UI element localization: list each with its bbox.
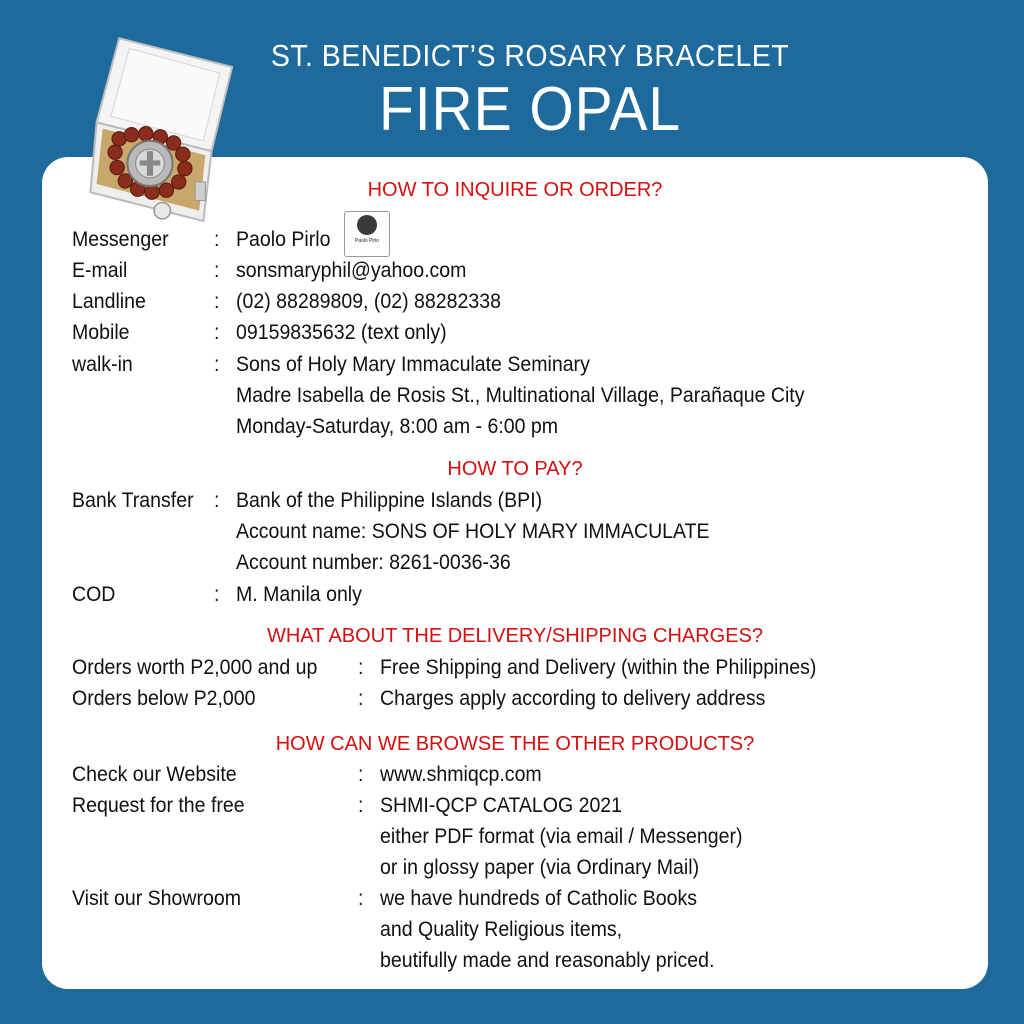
catalog-line: either PDF format (via email / Messenger) bbox=[380, 825, 743, 848]
showroom-sep: : bbox=[358, 887, 364, 910]
landline-sep: : bbox=[214, 290, 220, 313]
cod-label: COD bbox=[72, 583, 116, 606]
email-sep: : bbox=[214, 259, 220, 282]
cod-value: M. Manila only bbox=[236, 583, 362, 606]
delivery-row-label: Orders below P2,000 bbox=[72, 687, 256, 710]
catalog-line: or in glossy paper (via Ordinary Mail) bbox=[380, 856, 700, 879]
cod-sep: : bbox=[214, 583, 220, 606]
messenger-avatar[interactable] bbox=[344, 211, 390, 257]
delivery-row-value: Charges apply according to delivery address bbox=[380, 687, 766, 710]
mobile-sep: : bbox=[214, 321, 220, 344]
walkin-sep: : bbox=[214, 353, 220, 376]
account-number: Account number: 8261-0036-36 bbox=[236, 551, 511, 574]
showroom-line: we have hundreds of Catholic Books bbox=[380, 887, 698, 910]
account-name: Account name: SONS OF HOLY MARY IMMACULATE bbox=[236, 520, 710, 543]
delivery-row-label: Orders worth P2,000 and up bbox=[72, 656, 318, 679]
email-label: E-mail bbox=[72, 259, 128, 282]
bank-name: Bank of the Philippine Islands (BPI) bbox=[236, 489, 543, 512]
messenger-label: Messenger bbox=[72, 228, 169, 251]
catalog-line: SHMI-QCP CATALOG 2021 bbox=[380, 794, 623, 817]
inquire-heading: HOW TO INQUIRE OR ORDER? bbox=[367, 179, 663, 201]
mobile-value: 09159835632 (text only) bbox=[236, 321, 447, 344]
landline-label: Landline bbox=[72, 290, 146, 313]
showroom-line: and Quality Religious items, bbox=[380, 918, 623, 941]
mobile-label: Mobile bbox=[72, 321, 130, 344]
walkin-hours: Monday-Saturday, 8:00 am - 6:00 pm bbox=[236, 415, 559, 438]
avatar-caption: Paolo Pirlo bbox=[354, 238, 380, 244]
header-title: FIRE OPAL bbox=[378, 75, 681, 144]
browse-heading: HOW CAN WE BROWSE THE OTHER PRODUCTS? bbox=[275, 733, 755, 755]
website-link[interactable]: www.shmiqcp.com bbox=[380, 763, 542, 786]
email-value[interactable]: sonsmaryphil@yahoo.com bbox=[236, 259, 467, 282]
showroom-label: Visit our Showroom bbox=[72, 887, 241, 910]
bank-transfer-sep: : bbox=[214, 489, 220, 512]
delivery-row-value: Free Shipping and Delivery (within the Philippines) bbox=[380, 656, 817, 679]
delivery-row-sep: : bbox=[358, 656, 364, 679]
avatar-photo bbox=[357, 215, 377, 235]
catalog-sep: : bbox=[358, 794, 364, 817]
messenger-sep: : bbox=[214, 228, 220, 251]
walkin-address: Madre Isabella de Rosis St., Multinational Village, Parañaque City bbox=[236, 384, 805, 407]
pay-heading: HOW TO PAY? bbox=[447, 458, 583, 480]
showroom-line: beutifully made and reasonably priced. bbox=[380, 949, 715, 972]
bank-transfer-label: Bank Transfer bbox=[72, 489, 194, 512]
catalog-label: Request for the free bbox=[72, 794, 245, 817]
walkin-value: Sons of Holy Mary Immaculate Seminary bbox=[236, 353, 590, 376]
website-sep: : bbox=[358, 763, 364, 786]
delivery-row-sep: : bbox=[358, 687, 364, 710]
landline-value: (02) 88289809, (02) 88282338 bbox=[236, 290, 501, 313]
walkin-label: walk-in bbox=[72, 353, 133, 376]
website-label: Check our Website bbox=[72, 763, 237, 786]
messenger-value[interactable]: Paolo Pirlo bbox=[236, 228, 331, 251]
header-subtitle: ST. BENEDICT’S ROSARY BRACELET bbox=[270, 38, 790, 73]
delivery-heading: WHAT ABOUT THE DELIVERY/SHIPPING CHARGES? bbox=[266, 625, 764, 647]
